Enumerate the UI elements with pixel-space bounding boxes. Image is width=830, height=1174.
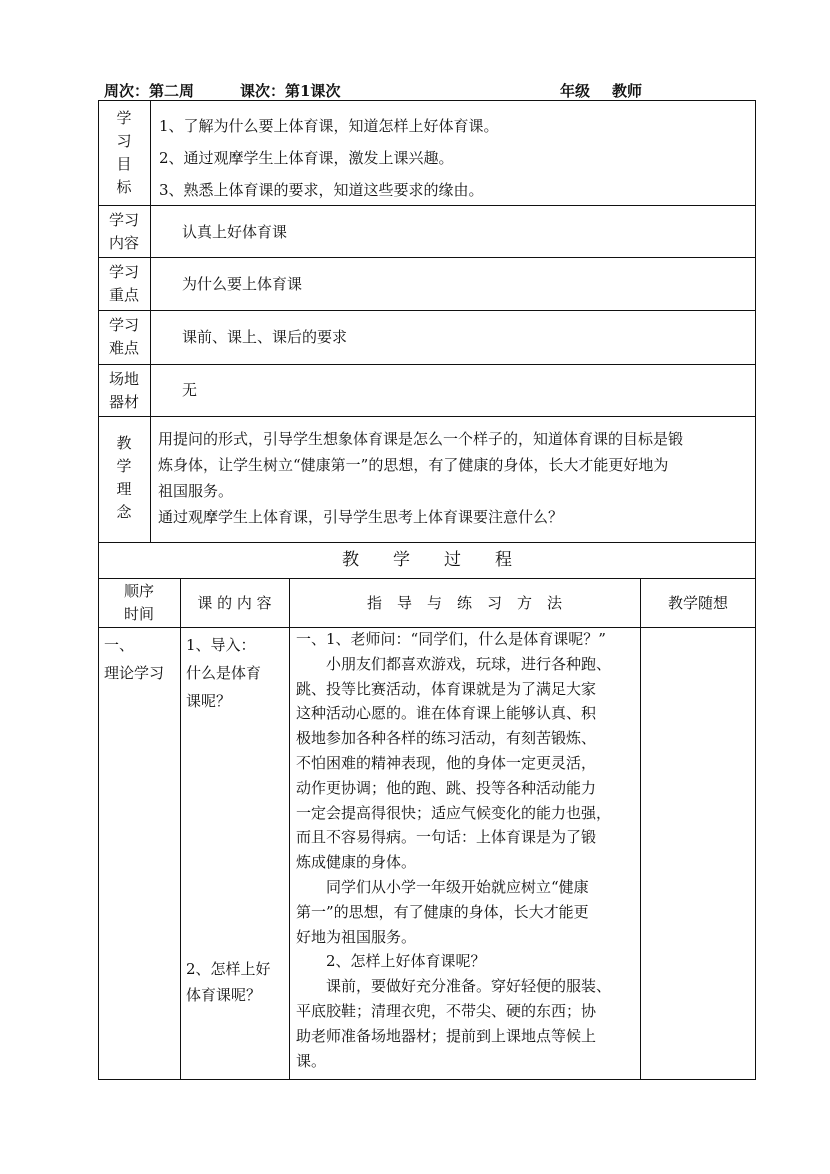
method-line: 好地为祖国服务。 bbox=[296, 927, 417, 946]
process-column-divider bbox=[180, 578, 181, 1080]
method-line: 极地参加各种各样的练习活动，有刻苦锻炼、 bbox=[296, 729, 597, 748]
goals-list bbox=[159, 110, 749, 206]
method-line: 一定会提高得很快；适应气候变化的能力也强， bbox=[296, 803, 612, 822]
order-line: 一、 bbox=[104, 636, 135, 654]
method-line: 课。 bbox=[296, 1051, 327, 1070]
concept-label-line: 学 bbox=[116, 457, 132, 475]
goals-label-line: 目 bbox=[116, 155, 132, 173]
teacher-field bbox=[612, 80, 722, 101]
concept-label-line: 理 bbox=[116, 480, 132, 498]
goals-label-line: 习 bbox=[116, 132, 132, 150]
content-line: 什么是体育 bbox=[186, 664, 262, 682]
content-value: 认真上好体育课 bbox=[182, 223, 288, 241]
method-line: 同学们从小学一年级开始就应树立“健康 bbox=[296, 877, 589, 896]
order-header-line: 时间 bbox=[123, 605, 154, 623]
content-label-line: 内容 bbox=[108, 234, 139, 252]
content-block bbox=[186, 956, 271, 1008]
key-point-value: 为什么要上体育课 bbox=[182, 275, 303, 293]
method-line: 一、1、老师问：“同学们，什么是体育课呢？” bbox=[296, 630, 606, 648]
row-divider bbox=[98, 310, 756, 311]
concept-text bbox=[158, 426, 752, 530]
label-column-divider bbox=[150, 100, 151, 542]
teacher-blank bbox=[642, 86, 722, 101]
difficulty-label-line: 学习 bbox=[108, 316, 139, 334]
method-line: 小朋友们都喜欢游戏，玩球，进行各种跑、 bbox=[296, 654, 612, 673]
method-line: 平底胶鞋；清理衣兜，不带尖、硬的东西；协 bbox=[296, 1001, 597, 1020]
key-point-label-line: 重点 bbox=[108, 286, 139, 304]
content-label-line: 学习 bbox=[108, 211, 139, 229]
concept-line: 通过观摩学生上体育课，引导学生思考上体育课要注意什么？ bbox=[158, 508, 564, 526]
method-line: 而且不容易得病。一句话：上体育课是为了锻 bbox=[296, 828, 597, 847]
goals-label bbox=[98, 107, 150, 199]
order-line: 理论学习 bbox=[104, 664, 165, 682]
order-header-line: 顺序 bbox=[123, 582, 154, 600]
method-line: 2、怎样上好体育课呢？ bbox=[296, 952, 486, 971]
grade-label: 年级 bbox=[560, 82, 591, 100]
content-line: 课呢？ bbox=[186, 692, 232, 710]
concept-line: 炼身体，让学生树立“健康第一”的思想，有了健康的身体，长大才能更好地为 bbox=[158, 456, 669, 474]
goals-label-line: 学 bbox=[116, 109, 132, 127]
method-cell bbox=[296, 627, 638, 1073]
row-divider bbox=[98, 578, 756, 579]
method-line: 不怕困难的精神表现，他的身体一定更灵活， bbox=[296, 753, 597, 772]
lesson-label: 课次：第1课次 bbox=[240, 82, 341, 100]
goal-item: 2、通过观摩学生上体育课，激发上课兴趣。 bbox=[159, 149, 454, 167]
method-column-header: 指 导 与 练 习 方 法 bbox=[366, 594, 562, 612]
content-label bbox=[98, 209, 150, 255]
concept-label-line: 念 bbox=[116, 503, 132, 521]
teacher-label: 教师 bbox=[612, 82, 643, 100]
content-line: 1、导入： bbox=[186, 636, 256, 654]
lesson-header bbox=[104, 80, 754, 100]
difficulty-label-line: 难点 bbox=[108, 339, 139, 357]
process-column-divider bbox=[289, 578, 290, 1080]
concept-line: 用提问的形式，引导学生想象体育课是怎么一个样子的，知道体育课的目标是锻 bbox=[158, 430, 684, 448]
equipment-label bbox=[98, 368, 150, 414]
reflection-cell bbox=[641, 628, 755, 1079]
row-divider bbox=[98, 364, 756, 365]
row-divider bbox=[98, 416, 756, 417]
concept-line: 祖国服务。 bbox=[158, 482, 234, 500]
reflection-column-header: 教学随想 bbox=[667, 594, 728, 612]
goal-item: 3、熟悉上体育课的要求，知道这些要求的缘由。 bbox=[159, 181, 484, 199]
method-line: 课前，要做好充分准备。穿好轻便的服装、 bbox=[296, 977, 612, 996]
content-line: 2、怎样上好 bbox=[186, 960, 271, 978]
week-label: 周次：第二周 bbox=[104, 82, 195, 100]
difficulty-value: 课前、课上、课后的要求 bbox=[182, 328, 348, 346]
key-point-label bbox=[98, 261, 150, 307]
goals-label-line: 标 bbox=[116, 178, 132, 196]
key-point-label-line: 学习 bbox=[108, 263, 139, 281]
order-cell bbox=[104, 631, 164, 687]
row-divider bbox=[98, 257, 756, 258]
method-line: 这种活动心愿的。谁在体育课上能够认真、积 bbox=[296, 704, 597, 723]
method-line: 动作更协调；他的跑、跳、投等各种活动能力 bbox=[296, 778, 597, 797]
row-divider bbox=[98, 542, 756, 543]
equipment-value: 无 bbox=[182, 381, 198, 399]
method-line: 跳、投等比赛活动，体育课就是为了满足大家 bbox=[296, 679, 597, 698]
grade-blank bbox=[534, 86, 560, 101]
concept-label-line: 教 bbox=[116, 434, 132, 452]
content-line: 体育课呢？ bbox=[186, 986, 262, 1004]
method-line: 助老师准备场地器材；提前到上课地点等候上 bbox=[296, 1026, 597, 1045]
method-line: 炼成健康的身体。 bbox=[296, 853, 417, 872]
equipment-label-line: 器材 bbox=[108, 393, 139, 411]
goal-item: 1、了解为什么要上体育课，知道怎样上好体育课。 bbox=[159, 117, 499, 135]
concept-label bbox=[98, 432, 150, 524]
content-block bbox=[186, 631, 261, 715]
process-title: 教 学 过 程 bbox=[342, 550, 512, 570]
content-column-header: 课 的 内 容 bbox=[197, 594, 272, 612]
method-line: 第一”的思想，有了健康的身体，长大才能更 bbox=[296, 902, 589, 921]
grade-field bbox=[534, 80, 590, 101]
equipment-label-line: 场地 bbox=[108, 370, 139, 388]
difficulty-label bbox=[98, 314, 150, 360]
order-column-header bbox=[98, 580, 180, 626]
